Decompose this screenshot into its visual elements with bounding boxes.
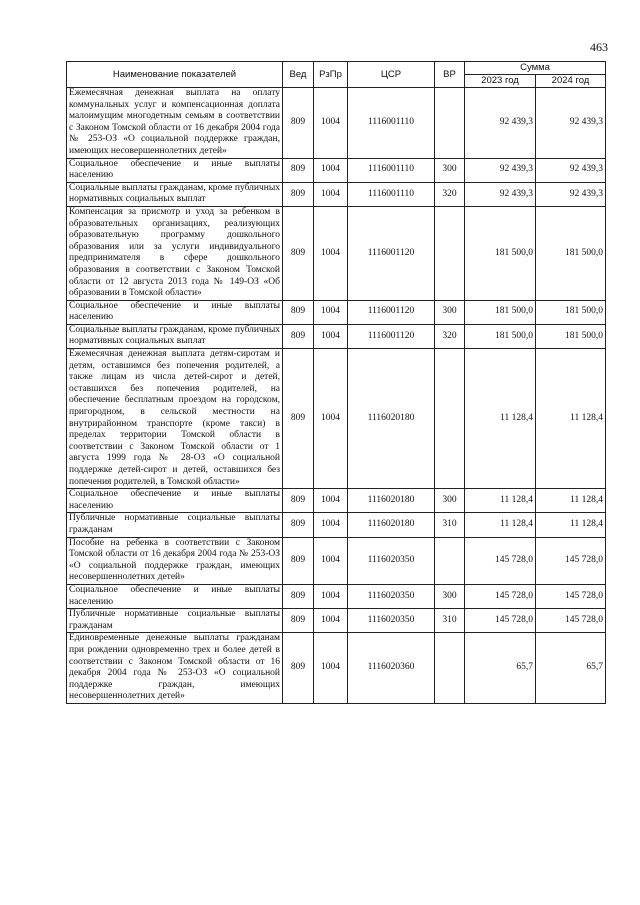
row-rzpr: 1004 (314, 349, 348, 489)
row-vr: 310 (435, 609, 465, 633)
row-2023: 11 128,4 (465, 513, 536, 537)
table-row (67, 489, 606, 513)
row-2024: 181 500,0 (536, 206, 606, 300)
budget-table (66, 61, 606, 704)
row-2024: 92 439,3 (536, 158, 606, 182)
row-2023: 145 728,0 (465, 537, 536, 584)
row-2024: 65,7 (536, 633, 606, 704)
row-csr: 1116020350 (348, 537, 435, 584)
row-2024: 92 439,3 (536, 88, 606, 159)
row-name: Публичные нормативные социальные выплаты гражданам (67, 513, 283, 537)
row-rzpr: 1004 (314, 633, 348, 704)
row-rzpr: 1004 (314, 584, 348, 608)
row-ved: 809 (283, 206, 314, 300)
row-csr: 1116001120 (348, 206, 435, 300)
row-name: Компенсация за присмотр и уход за ребенком в образовательных организациях, реализующих образовательную программу дошкольного образования или за услуги индивидуального предпринимателя в сфере дошкольного образования в соответствии с Законом Томской области от 12 августа 2013 года № 149-ОЗ «Об образовании в Томской области» (67, 206, 283, 300)
row-rzpr: 1004 (314, 537, 348, 584)
row-rzpr: 1004 (314, 513, 348, 537)
row-ved: 809 (283, 324, 314, 348)
table-row (67, 300, 606, 324)
row-csr: 1116020180 (348, 513, 435, 537)
table-row (67, 206, 606, 300)
header-year-2023: 2023 год (465, 75, 536, 88)
row-vr: 300 (435, 300, 465, 324)
row-vr: 320 (435, 324, 465, 348)
row-name: Социальные выплаты гражданам, кроме публичных нормативных социальных выплат (67, 324, 283, 348)
table-row (67, 88, 606, 159)
row-name: Публичные нормативные социальные выплаты гражданам (67, 609, 283, 633)
row-vr: 300 (435, 489, 465, 513)
row-name: Социальное обеспечение и иные выплаты населению (67, 584, 283, 608)
row-name: Ежемесячная денежная выплата детям-сиротам и детям, оставшимся без попечения родителей, а также лицам из числа детей-сирот и детей, оставшихся без попечения родителей, на обеспечение бесплатным проездом на городском, пригородном, в сельской местности на внутрирайонном транспорте (кроме такси) в пределах территории Томской области в соответствии с Законом Томской области от 1 августа 1999 года № 28-ОЗ «О социальной поддержке детей-сирот и детей, оставшихся без попечения родителей, в Томской области» (67, 349, 283, 489)
row-vr (435, 88, 465, 159)
header-vr: ВР (435, 62, 465, 88)
row-csr: 1116020180 (348, 349, 435, 489)
table-row (67, 609, 606, 633)
row-rzpr: 1004 (314, 324, 348, 348)
row-csr: 1116001120 (348, 300, 435, 324)
row-2023: 181 500,0 (465, 206, 536, 300)
header-name: Наименование показателей (67, 62, 283, 88)
row-rzpr: 1004 (314, 300, 348, 324)
row-2024: 145 728,0 (536, 609, 606, 633)
row-rzpr: 1004 (314, 489, 348, 513)
header-rzpr: РзПр (314, 62, 348, 88)
row-vr: 320 (435, 182, 465, 206)
row-vr (435, 349, 465, 489)
table-row (67, 324, 606, 348)
row-name: Пособие на ребенка в соответствии с Законом Томской области от 16 декабря 2004 года № 253-ОЗ «О социальной поддержке граждан, имеющих несовершеннолетних детей» (67, 537, 283, 584)
row-2023: 181 500,0 (465, 300, 536, 324)
header-ved: Вед (283, 62, 314, 88)
row-rzpr: 1004 (314, 182, 348, 206)
row-2024: 145 728,0 (536, 584, 606, 608)
table-row (67, 182, 606, 206)
row-name: Ежемесячная денежная выплата на оплату коммунальных услуг и компенсационная доплата малоимущим многодетным семьям в соответствии с Законом Томской области от 16 декабря 2004 года № 253-ОЗ «О социальной поддержке граждан, имеющих несовершеннолетних детей» (67, 88, 283, 159)
row-2023: 11 128,4 (465, 489, 536, 513)
row-vr (435, 206, 465, 300)
row-rzpr: 1004 (314, 158, 348, 182)
row-ved: 809 (283, 300, 314, 324)
row-csr: 1116001110 (348, 158, 435, 182)
row-ved: 809 (283, 633, 314, 704)
row-csr: 1116020360 (348, 633, 435, 704)
row-vr: 300 (435, 584, 465, 608)
row-2023: 11 128,4 (465, 349, 536, 489)
header-year-2024: 2024 год (536, 75, 606, 88)
row-csr: 1116020350 (348, 609, 435, 633)
row-2024: 145 728,0 (536, 537, 606, 584)
row-ved: 809 (283, 182, 314, 206)
table-row (67, 349, 606, 489)
row-ved: 809 (283, 584, 314, 608)
row-csr: 1116020350 (348, 584, 435, 608)
row-2024: 11 128,4 (536, 489, 606, 513)
row-name: Социальное обеспечение и иные выплаты населению (67, 158, 283, 182)
table-row (67, 633, 606, 704)
row-vr: 310 (435, 513, 465, 537)
header-csr: ЦСР (348, 62, 435, 88)
row-csr: 1116001110 (348, 88, 435, 159)
row-rzpr: 1004 (314, 206, 348, 300)
page-number: 463 (590, 40, 608, 54)
row-csr: 1116001120 (348, 324, 435, 348)
row-csr: 1116001110 (348, 182, 435, 206)
row-ved: 809 (283, 537, 314, 584)
row-ved: 809 (283, 88, 314, 159)
row-2023: 181 500,0 (465, 324, 536, 348)
table-row (67, 158, 606, 182)
row-name: Единовременные денежные выплаты гражданам при рождении одновременно трех и более детей в соответствии с Законом Томской области от 16 декабря 2004 года № 253-ОЗ «О социальной поддержке граждан, имеющих несовершеннолетних детей» (67, 633, 283, 704)
row-vr: 300 (435, 158, 465, 182)
row-2024: 181 500,0 (536, 324, 606, 348)
table-row (67, 584, 606, 608)
row-2023: 92 439,3 (465, 182, 536, 206)
row-2023: 145 728,0 (465, 609, 536, 633)
row-ved: 809 (283, 609, 314, 633)
row-csr: 1116020180 (348, 489, 435, 513)
row-2023: 92 439,3 (465, 158, 536, 182)
row-rzpr: 1004 (314, 88, 348, 159)
row-rzpr: 1004 (314, 609, 348, 633)
table-row (67, 537, 606, 584)
row-ved: 809 (283, 349, 314, 489)
row-ved: 809 (283, 158, 314, 182)
row-2023: 92 439,3 (465, 88, 536, 159)
row-2023: 145 728,0 (465, 584, 536, 608)
row-ved: 809 (283, 513, 314, 537)
row-ved: 809 (283, 489, 314, 513)
table-row (67, 513, 606, 537)
row-name: Социальное обеспечение и иные выплаты населению (67, 489, 283, 513)
row-2023: 65,7 (465, 633, 536, 704)
header-sum: Сумма (465, 62, 606, 75)
row-vr (435, 633, 465, 704)
row-name: Социальное обеспечение и иные выплаты населению (67, 300, 283, 324)
row-vr (435, 537, 465, 584)
row-2024: 11 128,4 (536, 513, 606, 537)
row-2024: 11 128,4 (536, 349, 606, 489)
row-name: Социальные выплаты гражданам, кроме публичных нормативных социальных выплат (67, 182, 283, 206)
row-2024: 92 439,3 (536, 182, 606, 206)
row-2024: 181 500,0 (536, 300, 606, 324)
